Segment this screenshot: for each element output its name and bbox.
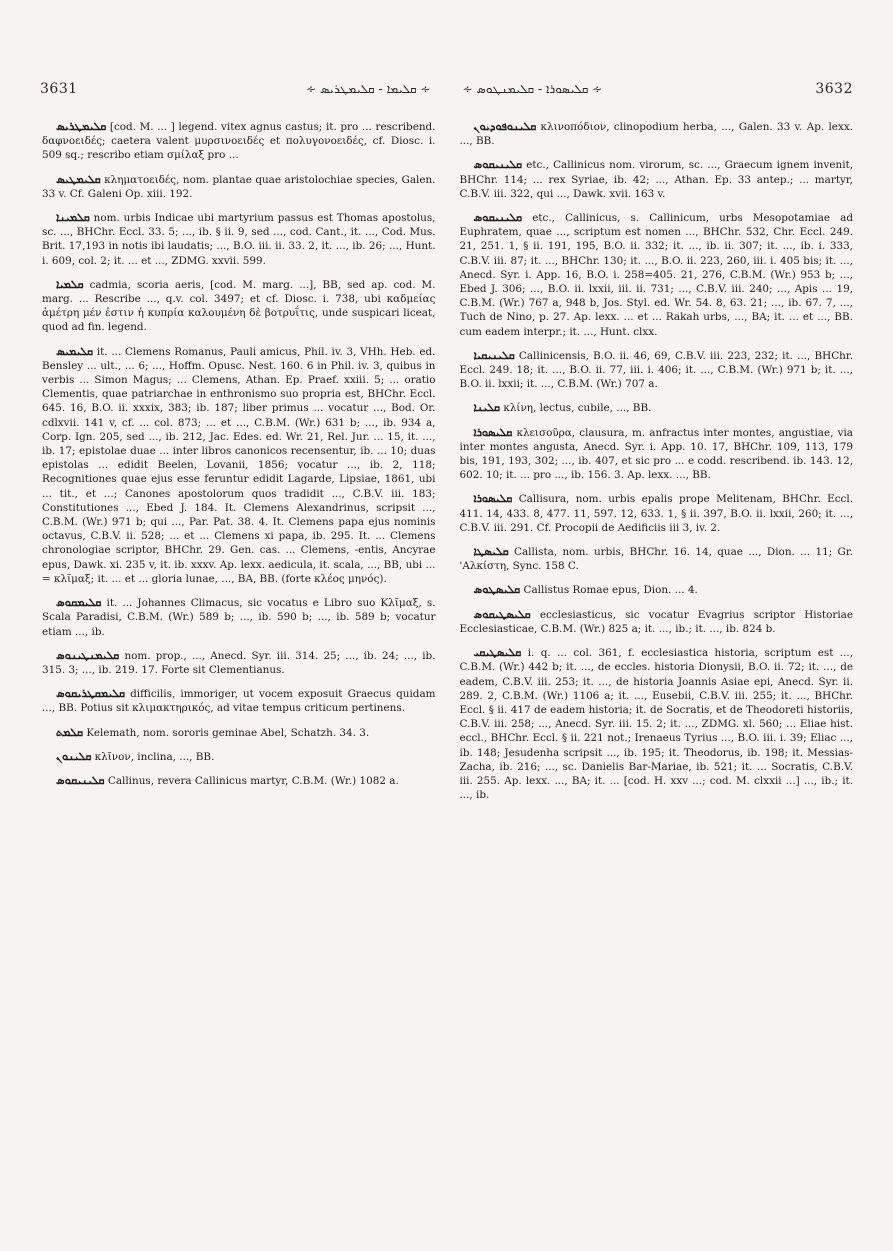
dictionary-entry <box>460 545 854 573</box>
entry-text: κλῖνον, inclina, ..., BB. <box>94 750 215 763</box>
dictionary-entry <box>460 120 854 148</box>
entry-text: nom. prop., ..., Anecd. Syr. iii. 314. 25; ..., ib. 24; ..., ib. 315. 3; ..., ib. 219. 17. Forte sit Clementianus. <box>42 649 436 676</box>
entry-lemma: ܩܠܝܡܩܛܪܝܩܘܣ <box>56 687 126 701</box>
entry-text: Kelemath, nom. sororis geminae Abel, Schatzh. 34. 3. <box>86 726 370 739</box>
entry-lemma: ܩܠܝܡܝܣ <box>56 344 94 358</box>
entry-text: it. ... Johannes Climacus, sic vocatus e Libro suo Κλῖμαξ, s. Scala Paradisi, C.B.M. (Wr.) 589 b; ..., ib. 590 b; ..., ib. 589 b; vocatur etiam ..., ib. <box>42 597 436 638</box>
entry-lemma: ܩܠܝܣܘܪܐ <box>473 425 513 439</box>
entry-text: cadmia, scoria aeris, [cod. M. marg. ...], BB, sed ap. cod. M. marg. ... Rescribe ..., q.v. col. 3497; et cf. Diosc. i. 738, ubi καδμείας ἀμέτρη μέν ἐστιν ἡ κυπρία καλουμένη δὲ βοτρυΐτις, unde suspicari liceat, quod ad fin. legend. <box>42 278 436 334</box>
two-column-body <box>42 120 853 1211</box>
left-page-number: 3631 <box>40 81 78 97</box>
dictionary-entry <box>460 211 854 339</box>
entry-text: κλινοπόδιον, clinopodium herba, ..., Galen. 33 v. Ap. lexx. ..., BB. <box>459 121 853 148</box>
entry-lemma: ܩܠܝܡܢܛܝܢܘܣ <box>56 648 120 662</box>
entry-lemma: ܩܠܝܢܝܩܘܣ <box>473 158 523 172</box>
entry-lemma: ܩܠܝܣܛܝܩܝ <box>473 646 522 660</box>
entry-lemma: ܩܠܝܢܐ <box>473 401 501 415</box>
dictionary-entry <box>460 426 854 483</box>
entry-text: Callinicensis, B.O. ii. 46, 69, C.B.V. iii. 223, 232; it. ..., BHChr. Eccl. 249. 18; it. ..., B.O. ii. 77, iii. i. 406; it. ..., C.B.M. (Wr.) 971 b; it. ..., B.O. ii. lxxii; it. ..., C.B.M. (Wr.) 707 a. <box>459 349 853 391</box>
dictionary-entry <box>460 646 854 802</box>
dictionary-entry <box>42 726 436 740</box>
right-column <box>460 120 854 1211</box>
entry-lemma: ܩܠܝܢܝܩܝܐ <box>473 348 515 362</box>
entry-text: Callista, nom. urbis, BHChr. 16. 14, quae ..., Dion. ... 11; Gr. 'Αλκίστη, Sync. 158 C. <box>459 546 853 573</box>
entry-text: etc., Callinicus, s. Callinicum, urbs Mesopotamiae ad Euphratem, quae ..., scriptum est nomen ..., BHChr. 532, Chr. Eccl. 249. 21, 251. 1, § ii. 191, 195, B.O. ii. 332; it. ..., ib. ii. 307; it. ..., ib. i. 333, C.B.V. iii. 87; it. ..., BHChr. 130; it. ..., B.O. ii. 223, 260, iii. i. 405 bis; it. ..., Anecd. Syr. i. App. 16, B.O. i. 258=405. 21, 276, C.B.M. (Wr.) 953 b; ..., Ebed J. 306; ..., B.O. ii. lxxii, iii. ii. 731; ..., C.B.V. iii. 240; ..., Apis ... 19, C.B.M. (Wr.) 767 a, 948 b, Jos. Styl. ed. Wr. 54. 8, 63. 21; ..., ib. 67. 7, ..., Tuch de Nino, p. 27. Ap. lexx. ... et ... Rakah urbs, ..., BA; it. ... et ..., BB. cum eadem interpr.; it. ..., Hunt. clxx. <box>459 212 853 338</box>
entry-lemma: ܩܠܡܝܐ <box>56 277 84 291</box>
entry-lemma: ܩܠܝܣܛܝܩܘܣ <box>473 607 531 621</box>
entry-lemma: ܩܠܝܢܝܩܘܣ <box>56 773 105 787</box>
entry-text: κλεισοῦρα, clausura, m. anfractus inter montes, angustiae, via inter montes angusta, Anecd. Syr. i. App. 10. 17, BHChr. 109, 113, 179 bis, 191, 193, 302; ..., ib. 407, et sic pro ... e codd. rescribend. ib. 143. 12, 602. 10; it. ... pro ..., ib. 156. 3. Ap. lexx. ..., BB. <box>459 426 853 482</box>
entry-lemma: ܩܠܝܣܛܘܣ <box>473 583 521 597</box>
entry-lemma: ܩܠܝܢܝܩܘܣ <box>473 211 523 225</box>
right-head-title: ∻ ܩܠܝܣܘܪܐ - ܩܠܝܡܢܛܘܣ ∻ <box>462 81 603 96</box>
dictionary-entry <box>42 596 436 639</box>
entry-text: Callistus Romae epus, Dion. ... 4. <box>523 584 698 597</box>
entry-lemma: ܩܠܝܢܘܢ <box>56 749 92 763</box>
dictionary-entry <box>42 278 436 335</box>
entry-text: κληματοειδές, nom. plantae quae aristolochiae species, Galen. 33 v. Cf. Galeni Op. xiii. 192. <box>42 173 436 200</box>
entry-lemma: ܩܠܝܡܛܝܣ <box>56 172 101 186</box>
left-running-head <box>40 81 447 97</box>
entry-lemma: ܩܠܡܝܢܐ <box>56 211 90 225</box>
dictionary-entry <box>42 173 436 201</box>
right-running-head <box>447 81 854 97</box>
entry-lemma: ܩܠܝܡܛܪܝܣ <box>56 120 107 133</box>
dictionary-entry <box>460 583 854 597</box>
dictionary-entry <box>42 120 436 163</box>
entry-text: Callisura, nom. urbis epalis prope Melitenam, BHChr. Eccl. 411. 14, 433. 8, 477. 11, 597. 12, 633. 1, § ii. 397, B.O. ii. lxxii, 260; it. ..., C.B.V. iii. 291. Cf. Procopii de Aedificiis iii 3, iv. 2. <box>459 493 853 534</box>
dictionary-entry <box>460 492 854 535</box>
dictionary-entry <box>460 401 854 415</box>
entry-text: [cod. M. ... ] legend. vitex agnus castus; it. pro ... rescribend. δαφνοειδές; caetera valent μυρσινοειδές et πολυγονοειδές, cf. Diosc. i. 509 sq.; rescribo etiam σμίλαξ pro ... <box>42 121 436 162</box>
left-head-title: ∻ ܩܠܝܡܐ - ܩܠܝܡܛܪܝܣ ∻ <box>305 81 431 96</box>
dictionary-entry <box>42 649 436 677</box>
entry-text: Callinus, revera Callinicus martyr, C.B.M. (Wr.) 1082 a. <box>107 774 399 787</box>
entry-text: etc., Callinicus nom. virorum, sc. ..., Graecum ignem invenit, BHChr. 114; ... rex Syriae, ib. 42; ..., Athan. Ep. 33 antep.; ... martyr, C.B.V. iii. 322, qui ..., Dawk. xvii. 163 v. <box>459 159 853 200</box>
entry-lemma: ܩܠܡܬ <box>56 725 84 739</box>
left-column <box>42 120 436 1211</box>
entry-text: ecclesiasticus, sic vocatur Evagrius scriptor Historiae Ecclesiasticae, C.B.M. (Wr.) 825 a; it. ..., ib.; it. ..., ib. 824 b. <box>459 608 853 635</box>
dictionary-entry <box>460 349 854 392</box>
right-page-number: 3632 <box>815 81 853 97</box>
dictionary-entry <box>460 608 854 636</box>
dictionary-entry <box>42 750 436 764</box>
running-head <box>40 78 853 100</box>
dictionary-entry <box>460 158 854 201</box>
entry-text: difficilis, immoriger, ut vocem exposuit Graecus quidam ..., BB. Potius sit κλιμακτηρικός, ad vitae tempus criticum pertinens. <box>42 688 436 715</box>
entry-text: it. ... Clemens Romanus, Pauli amicus, Phil. iv. 3, VHh. Heb. ed. Bensley ... ult., ... 6; ..., Hoffm. Opusc. Nest. 160. 6 in Phil. iv. 3, quibus in verbis ... Simon Magus; ... Clemens, Athan. Ep. Praef. xxiii. 5; ... oratio Clementis, quae patriarchae in enthronismo suo propria est, BHChr. Eccl. 645. 16, B.O. ii. xxxix, 383; ib. 187; liber primus ... vocatur ..., Bod. Or. cdlxvii. 141 v, cf. ... col. 873; ... et ..., C.B.M. (Wr.) 631 b; ..., ib. 934 a, Corp. Ign. 205, sed ..., ib. 212, Jac. Edes. ed. Wr. 21, Rel. Jur. ... 15, it. ..., ib. 17; epistolae duae ... inter libros canonicos recensentur, ib. ... 10; duas epistolas ... edidit Beelen, Lovanii, 1856; vocatur ..., ib. 2, 118; Recognitiones quae ejus esse feruntur edidit Lagarde, Lipsiae, 1861, ubi ... tit., et ...; Canones apostolorum quos tradidit ..., C.B.V. iii. 183; Constitutiones ..., Ebed J. 184. It. Clemens Alexandrinus, scripsit ..., C.B.M. (Wr.) 971 b; qui ..., Par. Pat. 38. 4. It. Clemens papa ejus nominis octavus, C.B.V. ii. 528; ... et ... Clemens xi papa, ib. 295. It. ... Clemens chronologiae scriptor, BHChr. 29. Gen. cas. ... Clemens, -entis, Ancyrae epus, Dawk. xi. 235 v, it. ib. xxxv. Ap. lexx. aedicula, it. scala, ..., BB, ubi ... = κλῖμαξ; it. ... et ... gloria lunae, ..., BA, BB. (forte κλέος μηνός). <box>42 345 436 585</box>
entry-text: i. q. ... col. 361, f. ecclesiastica historia, scriptum est ..., C.B.M. (Wr.) 442 b; it. ..., de eccles. historia Dionysii, B.O. ii. 72; it. ..., de eadem, C.B.V. iii. 253; it. ..., de historia Joannis Asiae epi, Anecd. Syr. ii. 289. 2, C.B.M. (Wr.) 1106 a; it. ..., Eusebii, C.B.V. iii. 255; it. ..., BHChr. Eccl. § ii. 417 de eadem historia; it. de Socratis, et de Theodoreti historiis, C.B.V. iii. 258; ..., Anecd. Syr. iii. 15. 2; it. ..., ZDMG. xl. 560; ... Eliae hist. eccl., BHChr. Eccl. § ii. 221 not.; Irenaeus Tyrius ..., B.O. iii. i. 39; Eliac ..., ib. 148; Jesudenha scripsit ..., ib. 195; it. Theodorus, ib. 198; it. Messias-Zacha, ib. 216; ..., sc. Danielis Bar-Mariae, ib. 521; it. ... Socratis, C.B.V. iii. 255. Ap. lexx. ..., BA; it. ... [cod. H. xxv ...; cod. M. clxxii ...] ..., ib.; it. ..., ib. <box>459 647 853 802</box>
entry-lemma: ܩܠܝܣܘܪܐ <box>473 492 513 506</box>
dictionary-entry <box>42 211 436 268</box>
entry-lemma: ܩܠܝܣܛܐ <box>473 545 509 559</box>
dictionary-entry <box>42 687 436 715</box>
entry-lemma: ܩܠܝܡܩܘܣ <box>56 596 102 610</box>
entry-text: κλίνη, lectus, cubile, ..., BB. <box>503 402 652 415</box>
entry-text: nom. urbis Indicae ubi martyrium passus est Thomas apostolus, sc. ..., BHChr. Eccl. 33. 5; ..., ib. § ii. 9, sed ..., cod. Cant., it. ..., Cod. Mus. Brit. 17,193 in notis ibi laudatis; ..., B.O. iii. ii. 33. 2, it. ..., ib. 26; ..., Hunt. i. 609, col. 2; it. ... et ..., ZDMG. xxvii. 599. <box>42 212 436 267</box>
dictionary-entry <box>42 345 436 586</box>
dictionary-entry <box>42 774 436 788</box>
entry-lemma: ܩܠܝܢܘܦܘܕܝܘܢ <box>473 120 537 133</box>
